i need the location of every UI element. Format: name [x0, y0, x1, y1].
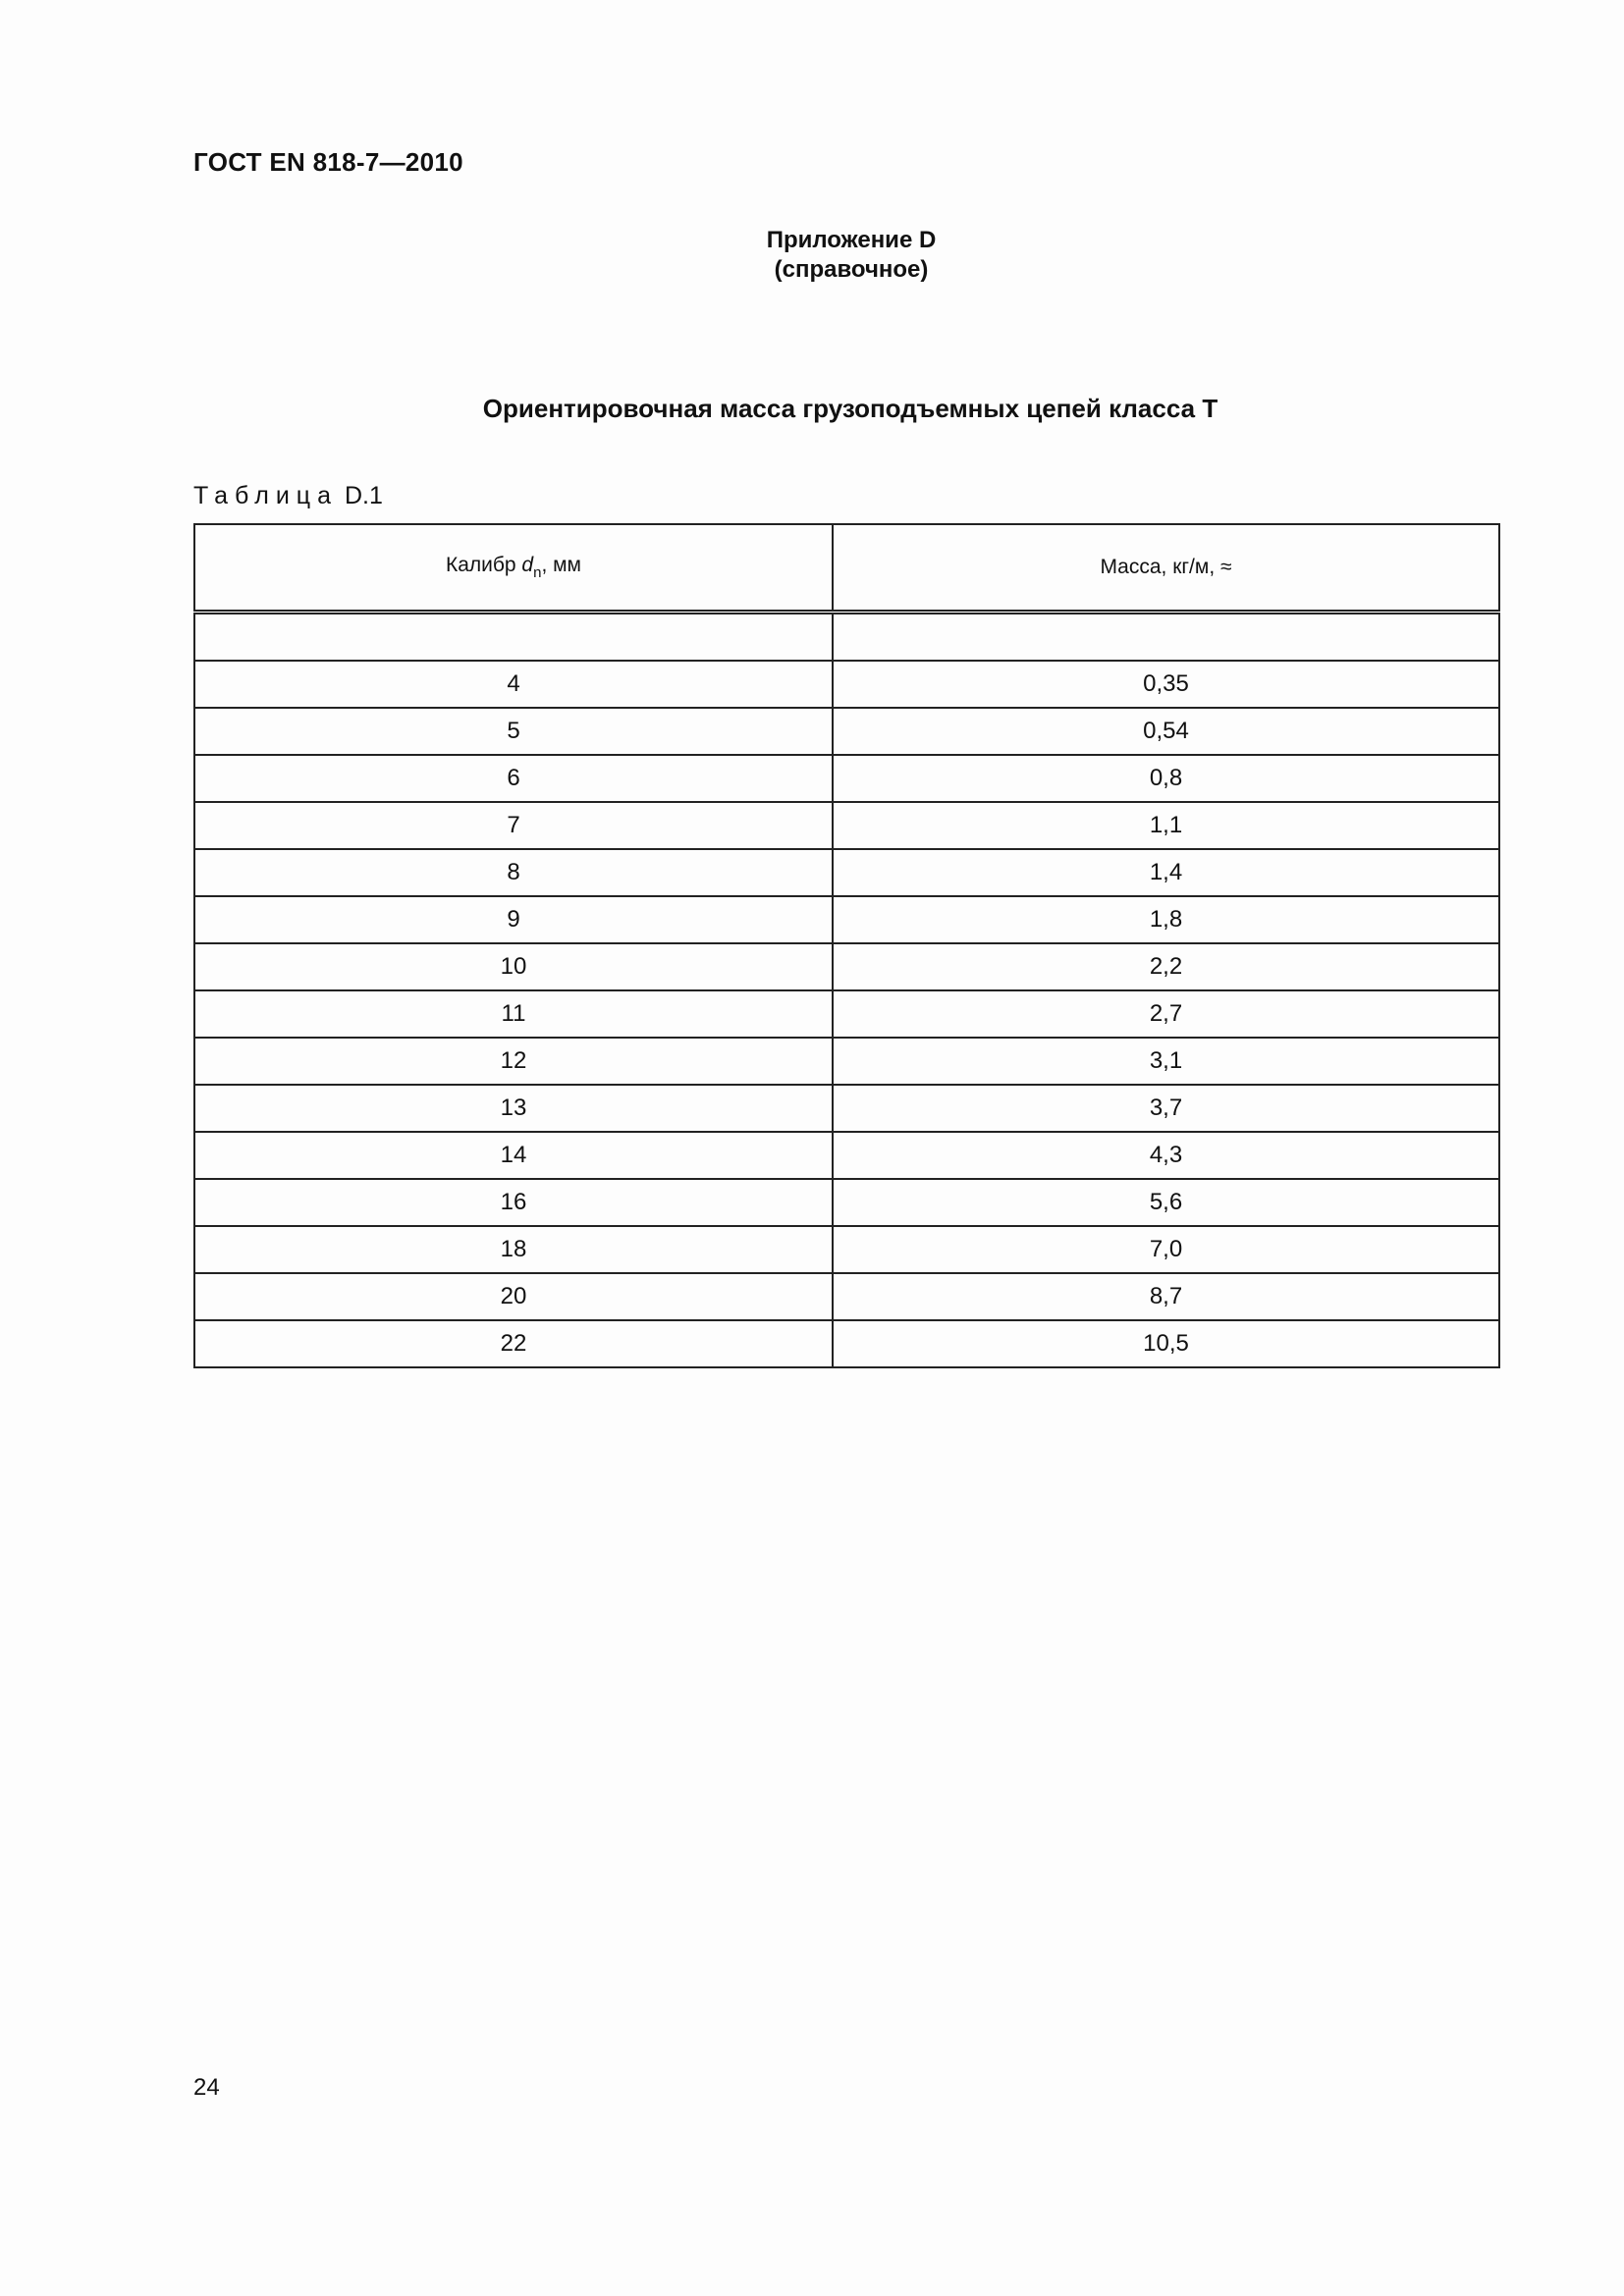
caliber-cell: 18 — [194, 1226, 833, 1273]
mass-cell: 1,4 — [833, 849, 1499, 896]
column-header-caliber-sub: n — [533, 564, 542, 581]
mass-cell: 10,5 — [833, 1320, 1499, 1367]
appendix-title: Приложение D — [766, 227, 937, 253]
mass-cell: 0,35 — [833, 661, 1499, 708]
table-row — [194, 1038, 1499, 1085]
mass-cell: 7,0 — [833, 1226, 1499, 1273]
table-spacer-row — [194, 613, 1499, 662]
table-caption-id: D.1 — [344, 482, 383, 509]
mass-cell: 4,3 — [833, 1132, 1499, 1179]
caliber-cell: 6 — [194, 755, 833, 802]
mass-cell: 0,8 — [833, 755, 1499, 802]
table-row — [194, 708, 1499, 755]
table-caption-word: Таблица — [193, 482, 339, 509]
section-title: Ориентировочная масса грузоподъемных цепей класса Т — [482, 394, 1218, 423]
column-header-caliber-suffix: , мм — [541, 554, 581, 576]
mass-cell: 5,6 — [833, 1179, 1499, 1226]
caliber-cell: 5 — [194, 708, 833, 755]
column-header-caliber-var: d — [521, 554, 534, 576]
table-row — [194, 849, 1499, 896]
table-spacer-cell — [833, 613, 1499, 662]
mass-cell: 2,7 — [833, 990, 1499, 1038]
mass-cell: 3,7 — [833, 1085, 1499, 1132]
appendix-heading — [589, 226, 1113, 285]
table-row — [194, 990, 1499, 1038]
column-header-caliber — [194, 524, 833, 613]
table-row — [194, 1132, 1499, 1179]
caliber-cell: 8 — [194, 849, 833, 896]
table-row — [194, 1320, 1499, 1367]
table-row — [194, 802, 1499, 849]
caliber-cell: 22 — [194, 1320, 833, 1367]
table-row — [194, 1273, 1499, 1320]
table-row — [194, 1226, 1499, 1273]
page-number: 24 — [193, 2074, 220, 2101]
mass-cell: 1,8 — [833, 896, 1499, 943]
table-row — [194, 755, 1499, 802]
table-row — [194, 1085, 1499, 1132]
table-row — [194, 661, 1499, 708]
caliber-cell: 11 — [194, 990, 833, 1038]
caliber-cell: 14 — [194, 1132, 833, 1179]
mass-cell: 8,7 — [833, 1273, 1499, 1320]
mass-cell: 2,2 — [833, 943, 1499, 990]
mass-cell: 0,54 — [833, 708, 1499, 755]
document-code: ГОСТ EN 818-7—2010 — [193, 147, 463, 177]
table-header-row — [194, 524, 1499, 613]
caliber-cell: 10 — [194, 943, 833, 990]
table-caption — [193, 482, 383, 510]
chain-mass-table — [193, 523, 1500, 1368]
appendix-subtitle: (справочное) — [774, 256, 929, 283]
column-header-mass: Масса, кг/м, ≈ — [833, 524, 1499, 613]
column-header-caliber-prefix: Калибр — [445, 554, 522, 576]
table-row — [194, 943, 1499, 990]
table-spacer-cell — [194, 613, 833, 662]
caliber-cell: 7 — [194, 802, 833, 849]
caliber-cell: 12 — [194, 1038, 833, 1085]
table-row — [194, 1179, 1499, 1226]
caliber-cell: 20 — [194, 1273, 833, 1320]
caliber-cell: 16 — [194, 1179, 833, 1226]
mass-cell: 1,1 — [833, 802, 1499, 849]
caliber-cell: 13 — [194, 1085, 833, 1132]
table-row — [194, 896, 1499, 943]
mass-cell: 3,1 — [833, 1038, 1499, 1085]
caliber-cell: 9 — [194, 896, 833, 943]
caliber-cell: 4 — [194, 661, 833, 708]
